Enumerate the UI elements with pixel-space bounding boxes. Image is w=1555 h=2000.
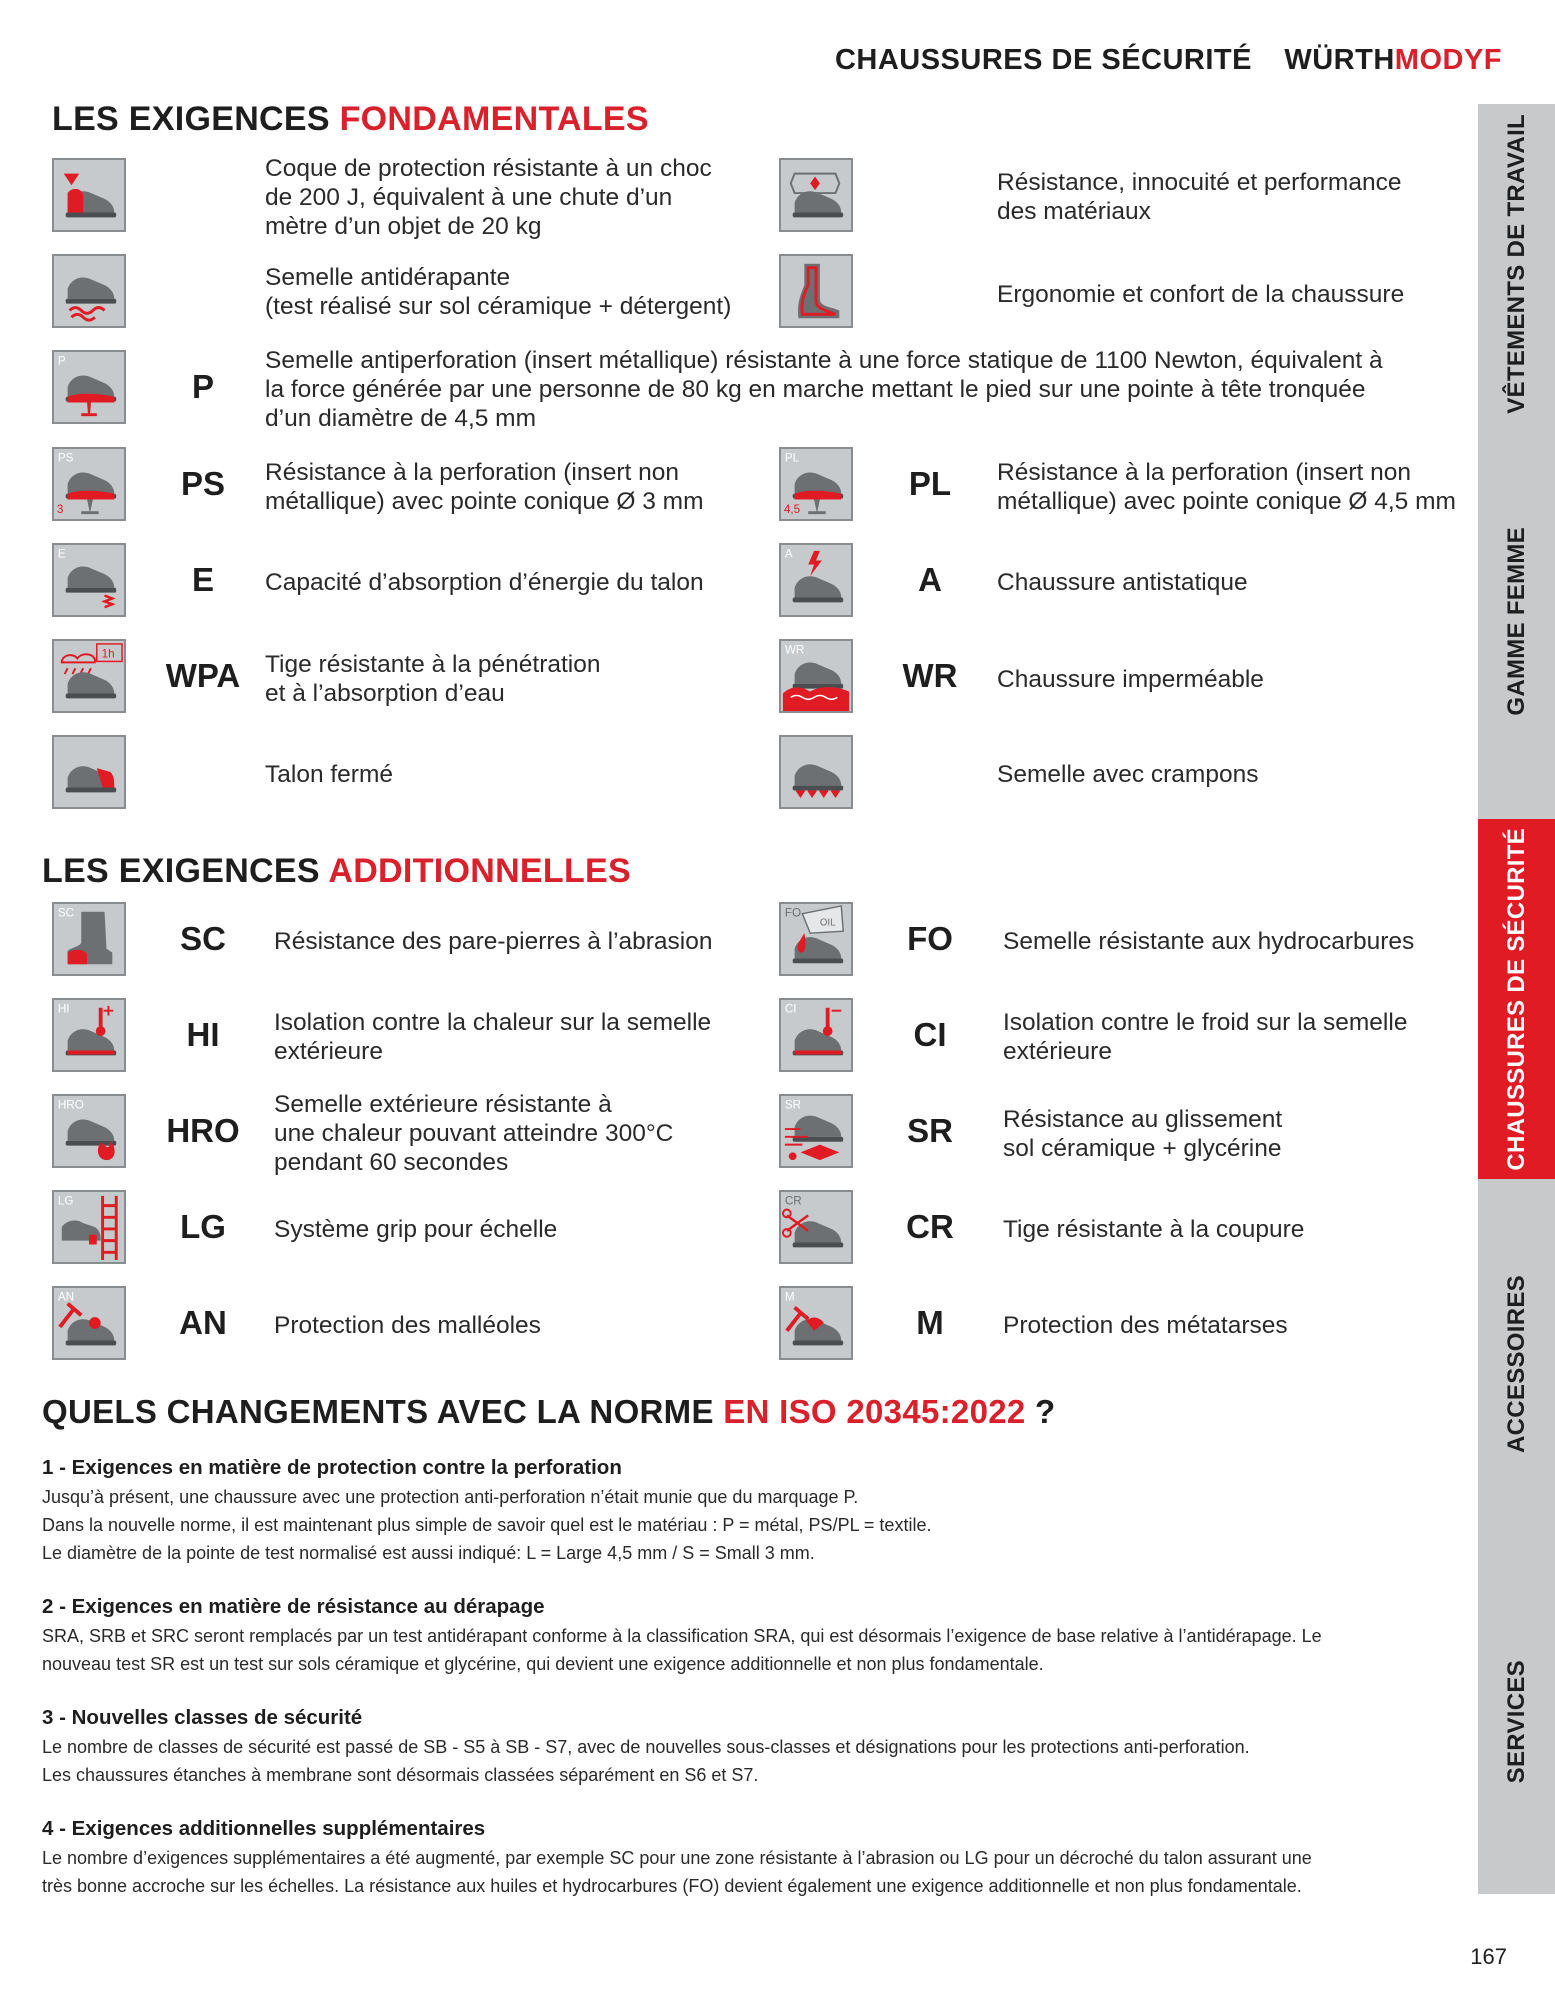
additional-requirement-code: FO bbox=[907, 920, 953, 957]
additional-requirement-code: M bbox=[916, 1304, 944, 1341]
fundamental-title: LES EXIGENCES FONDAMENTALES bbox=[52, 100, 649, 138]
perforation-metal-icon bbox=[52, 350, 126, 424]
tab-chaussures-de-securite[interactable]: CHAUSSURES DE SÉCURITÉ bbox=[1478, 819, 1555, 1179]
fundamental-requirement-description: Coque de protection résistante à un choc de 200 J, équivalent à une chute d’un mètre d’un objet de 20 kg bbox=[265, 155, 712, 240]
slip-resistance-icon bbox=[779, 1094, 853, 1168]
additional-requirement-description: Résistance au glissement sol céramique + glycérine bbox=[1003, 1106, 1283, 1162]
closed-heel-icon bbox=[52, 735, 126, 809]
fundamental-requirement-description: Talon fermé bbox=[265, 761, 394, 788]
svg-text:3: 3 bbox=[56, 503, 64, 517]
hot-contact-icon bbox=[52, 1094, 126, 1168]
change-text-line: SRA, SRB et SRC seront remplacés par un test antidérapant conforme à la classification SRA, qui est désormais l’exigence de base relative à l’antidérapage. Le bbox=[42, 1626, 1322, 1646]
fundamental-requirement-description: Chaussure imperméable bbox=[997, 666, 1264, 693]
change-text-line: Jusqu’à présent, une chaussure avec une protection anti-perforation n’était munie que du marquage P. bbox=[42, 1487, 859, 1507]
additional-requirement-code: HRO bbox=[166, 1112, 240, 1149]
svg-text:HRO: HRO bbox=[57, 1098, 84, 1112]
change-text-line: Les chaussures étanches à membrane sont désormais classées séparément en S6 et S7. bbox=[42, 1765, 759, 1785]
fundamental-requirement-code: E bbox=[191, 561, 214, 598]
metatarsal-protection-icon bbox=[779, 1286, 853, 1360]
catalog-section-title: CHAUSSURES DE SÉCURITÉ bbox=[834, 44, 1252, 76]
fundamental-requirement-description: Résistance, innocuité et performance des matériaux bbox=[997, 169, 1402, 225]
svg-text:AN: AN bbox=[57, 1290, 75, 1304]
perforation-pl-icon bbox=[779, 447, 853, 521]
additional-requirement-description: Système grip pour échelle bbox=[274, 1216, 558, 1243]
fundamental-requirement-description: Semelle antiperforation (insert métallique) résistante à une force statique de 1100 Newton, équivalent à la force générée par une personne de 80 kg en marche mettant le pied sur une pointe à tête tronquée d’un diamètre de 4,5 mm bbox=[265, 347, 1383, 432]
additional-requirement-code: HI bbox=[186, 1016, 220, 1053]
fundamental-requirement-description: Résistance à la perforation (insert non métallique) avec pointe conique Ø 3 mm bbox=[265, 459, 704, 515]
change-text-line: Le nombre d’exigences supplémentaires a été augmenté, par exemple SC pour une zone résistante à l’abrasion ou LG pour un décroché du talon assurant une bbox=[42, 1848, 1312, 1868]
fundamental-requirement-description: Semelle antidérapante (test réalisé sur sol céramique + détergent) bbox=[265, 264, 732, 320]
fundamental-requirement-description: Tige résistante à la pénétration et à l’absorption d’eau bbox=[265, 651, 601, 707]
fundamental-requirement-code: P bbox=[191, 368, 214, 405]
heel-energy-icon bbox=[52, 543, 126, 617]
fundamental-requirement-description: Semelle avec crampons bbox=[997, 761, 1259, 788]
fuel-oil-icon bbox=[779, 902, 853, 976]
fundamental-requirement-code: PL bbox=[908, 465, 952, 502]
change-heading: 2 - Exigences en matière de résistance au dérapage bbox=[42, 1595, 545, 1618]
fundamental-requirement-description: Ergonomie et confort de la chaussure bbox=[997, 281, 1405, 308]
svg-text:PL: PL bbox=[784, 451, 800, 465]
additional-requirement-description: Isolation contre le froid sur la semelle extérieure bbox=[1003, 1009, 1408, 1065]
cold-insulation-icon bbox=[779, 998, 853, 1072]
additional-requirement-description: Isolation contre la chaleur sur la semelle extérieure bbox=[274, 1009, 712, 1065]
change-heading: 3 - Nouvelles classes de sécurité bbox=[42, 1706, 363, 1729]
additional-requirement-description: Tige résistante à la coupure bbox=[1003, 1216, 1305, 1243]
ankle-protection-icon bbox=[52, 1286, 126, 1360]
additional-requirement-code: AN bbox=[179, 1304, 227, 1341]
svg-text:CI: CI bbox=[784, 1002, 797, 1016]
svg-text:P: P bbox=[57, 354, 66, 368]
tab-services[interactable]: SERVICES bbox=[1502, 1659, 1530, 1784]
svg-text:SR: SR bbox=[784, 1098, 802, 1112]
material-quality-icon bbox=[779, 158, 853, 232]
additional-requirement-description: Résistance des pare-pierres à l’abrasion bbox=[274, 928, 713, 955]
change-heading: 4 - Exigences additionnelles supplémentaires bbox=[42, 1817, 486, 1840]
svg-text:E: E bbox=[57, 547, 66, 561]
svg-text:M: M bbox=[784, 1290, 795, 1304]
heat-insulation-icon bbox=[52, 998, 126, 1072]
additional-title: LES EXIGENCES ADDITIONNELLES bbox=[42, 852, 631, 890]
additional-requirement-code: CR bbox=[906, 1208, 954, 1245]
svg-text:A: A bbox=[784, 547, 793, 561]
fundamental-requirement-code: WPA bbox=[165, 657, 241, 694]
brand-logo: WÜRTHMODYF bbox=[1284, 44, 1502, 76]
fundamental-requirement-description: Capacité d’absorption d’énergie du talon bbox=[265, 569, 704, 596]
svg-text:WR: WR bbox=[784, 643, 805, 657]
changes-title: QUELS CHANGEMENTS AVEC LA NORME EN ISO 20345:2022 ? bbox=[42, 1393, 1056, 1430]
fundamental-requirement-code: A bbox=[918, 561, 942, 598]
fundamental-requirement-description: Chaussure antistatique bbox=[997, 569, 1248, 596]
tab-vetements-de-travail[interactable]: VÊTEMENTS DE TRAVAIL bbox=[1502, 114, 1530, 414]
change-heading: 1 - Exigences en matière de protection contre la perforation bbox=[42, 1456, 622, 1479]
additional-requirement-code: SR bbox=[907, 1112, 953, 1149]
page-number: 167 bbox=[1470, 1944, 1507, 1969]
svg-text:OIL: OIL bbox=[819, 917, 836, 929]
svg-text:SC: SC bbox=[57, 906, 75, 920]
change-text-line: Le diamètre de la pointe de test normalisé est aussi indiqué: L = Large 4,5 mm / S = Small 3 mm. bbox=[42, 1543, 815, 1563]
antistatic-icon bbox=[779, 543, 853, 617]
svg-text:4,5: 4,5 bbox=[783, 503, 801, 517]
svg-text:PS: PS bbox=[57, 451, 74, 465]
svg-text:CR: CR bbox=[784, 1194, 802, 1208]
svg-text:HI: HI bbox=[57, 1002, 70, 1016]
ergonomic-foot-icon bbox=[779, 254, 853, 328]
water-penetration-icon bbox=[52, 639, 126, 713]
cut-resistance-icon bbox=[779, 1190, 853, 1264]
waterproof-icon bbox=[779, 639, 853, 713]
fundamental-requirement-description: Résistance à la perforation (insert non métallique) avec pointe conique Ø 4,5 mm bbox=[997, 459, 1456, 515]
perforation-ps-icon bbox=[52, 447, 126, 521]
change-text-line: Dans la nouvelle norme, il est maintenant plus simple de savoir quel est le matériau : P = métal, PS/PL = textile. bbox=[42, 1515, 932, 1535]
anti-slip-sole-icon bbox=[52, 254, 126, 328]
tab-gamme-femme[interactable]: GAMME FEMME bbox=[1502, 527, 1530, 716]
additional-requirement-description: Semelle résistante aux hydrocarbures bbox=[1003, 928, 1415, 955]
ladder-grip-icon bbox=[52, 1190, 126, 1264]
svg-text:FO: FO bbox=[784, 906, 802, 920]
additional-requirement-code: CI bbox=[913, 1016, 947, 1053]
additional-requirement-code: SC bbox=[180, 920, 226, 957]
toe-cap-impact-icon bbox=[52, 158, 126, 232]
change-text-line: très bonne accroche sur les échelles. La résistance aux huiles et hydrocarbures (FO) devient également une exigence additionnelle et non plus fondamentale. bbox=[42, 1876, 1302, 1896]
change-text-line: Le nombre de classes de sécurité est passé de SB - S5 à SB - S7, avec de nouvelles sous-classes et désignations pour les protections anti-perforation. bbox=[42, 1737, 1250, 1757]
scuff-cap-icon bbox=[52, 902, 126, 976]
svg-text:LG: LG bbox=[57, 1194, 74, 1208]
tab-accessoires[interactable]: ACCESSOIRES bbox=[1502, 1274, 1530, 1453]
additional-requirement-description: Protection des métatarses bbox=[1003, 1312, 1288, 1339]
change-text-line: nouveau test SR est un test sur sols céramique et glycérine, qui devient une exigence additionnelle et non plus fondamentale. bbox=[42, 1654, 1044, 1674]
additional-requirement-code: LG bbox=[180, 1208, 226, 1245]
additional-requirement-description: Semelle extérieure résistante à une chaleur pouvant atteindre 300°C pendant 60 secondes bbox=[274, 1091, 674, 1176]
additional-requirement-description: Protection des malléoles bbox=[274, 1312, 541, 1339]
cleated-sole-icon bbox=[779, 735, 853, 809]
fundamental-requirement-code: PS bbox=[180, 465, 226, 502]
fundamental-requirement-code: WR bbox=[902, 657, 958, 694]
svg-text:1h: 1h bbox=[101, 647, 115, 661]
section-sidebar bbox=[1478, 104, 1555, 1894]
